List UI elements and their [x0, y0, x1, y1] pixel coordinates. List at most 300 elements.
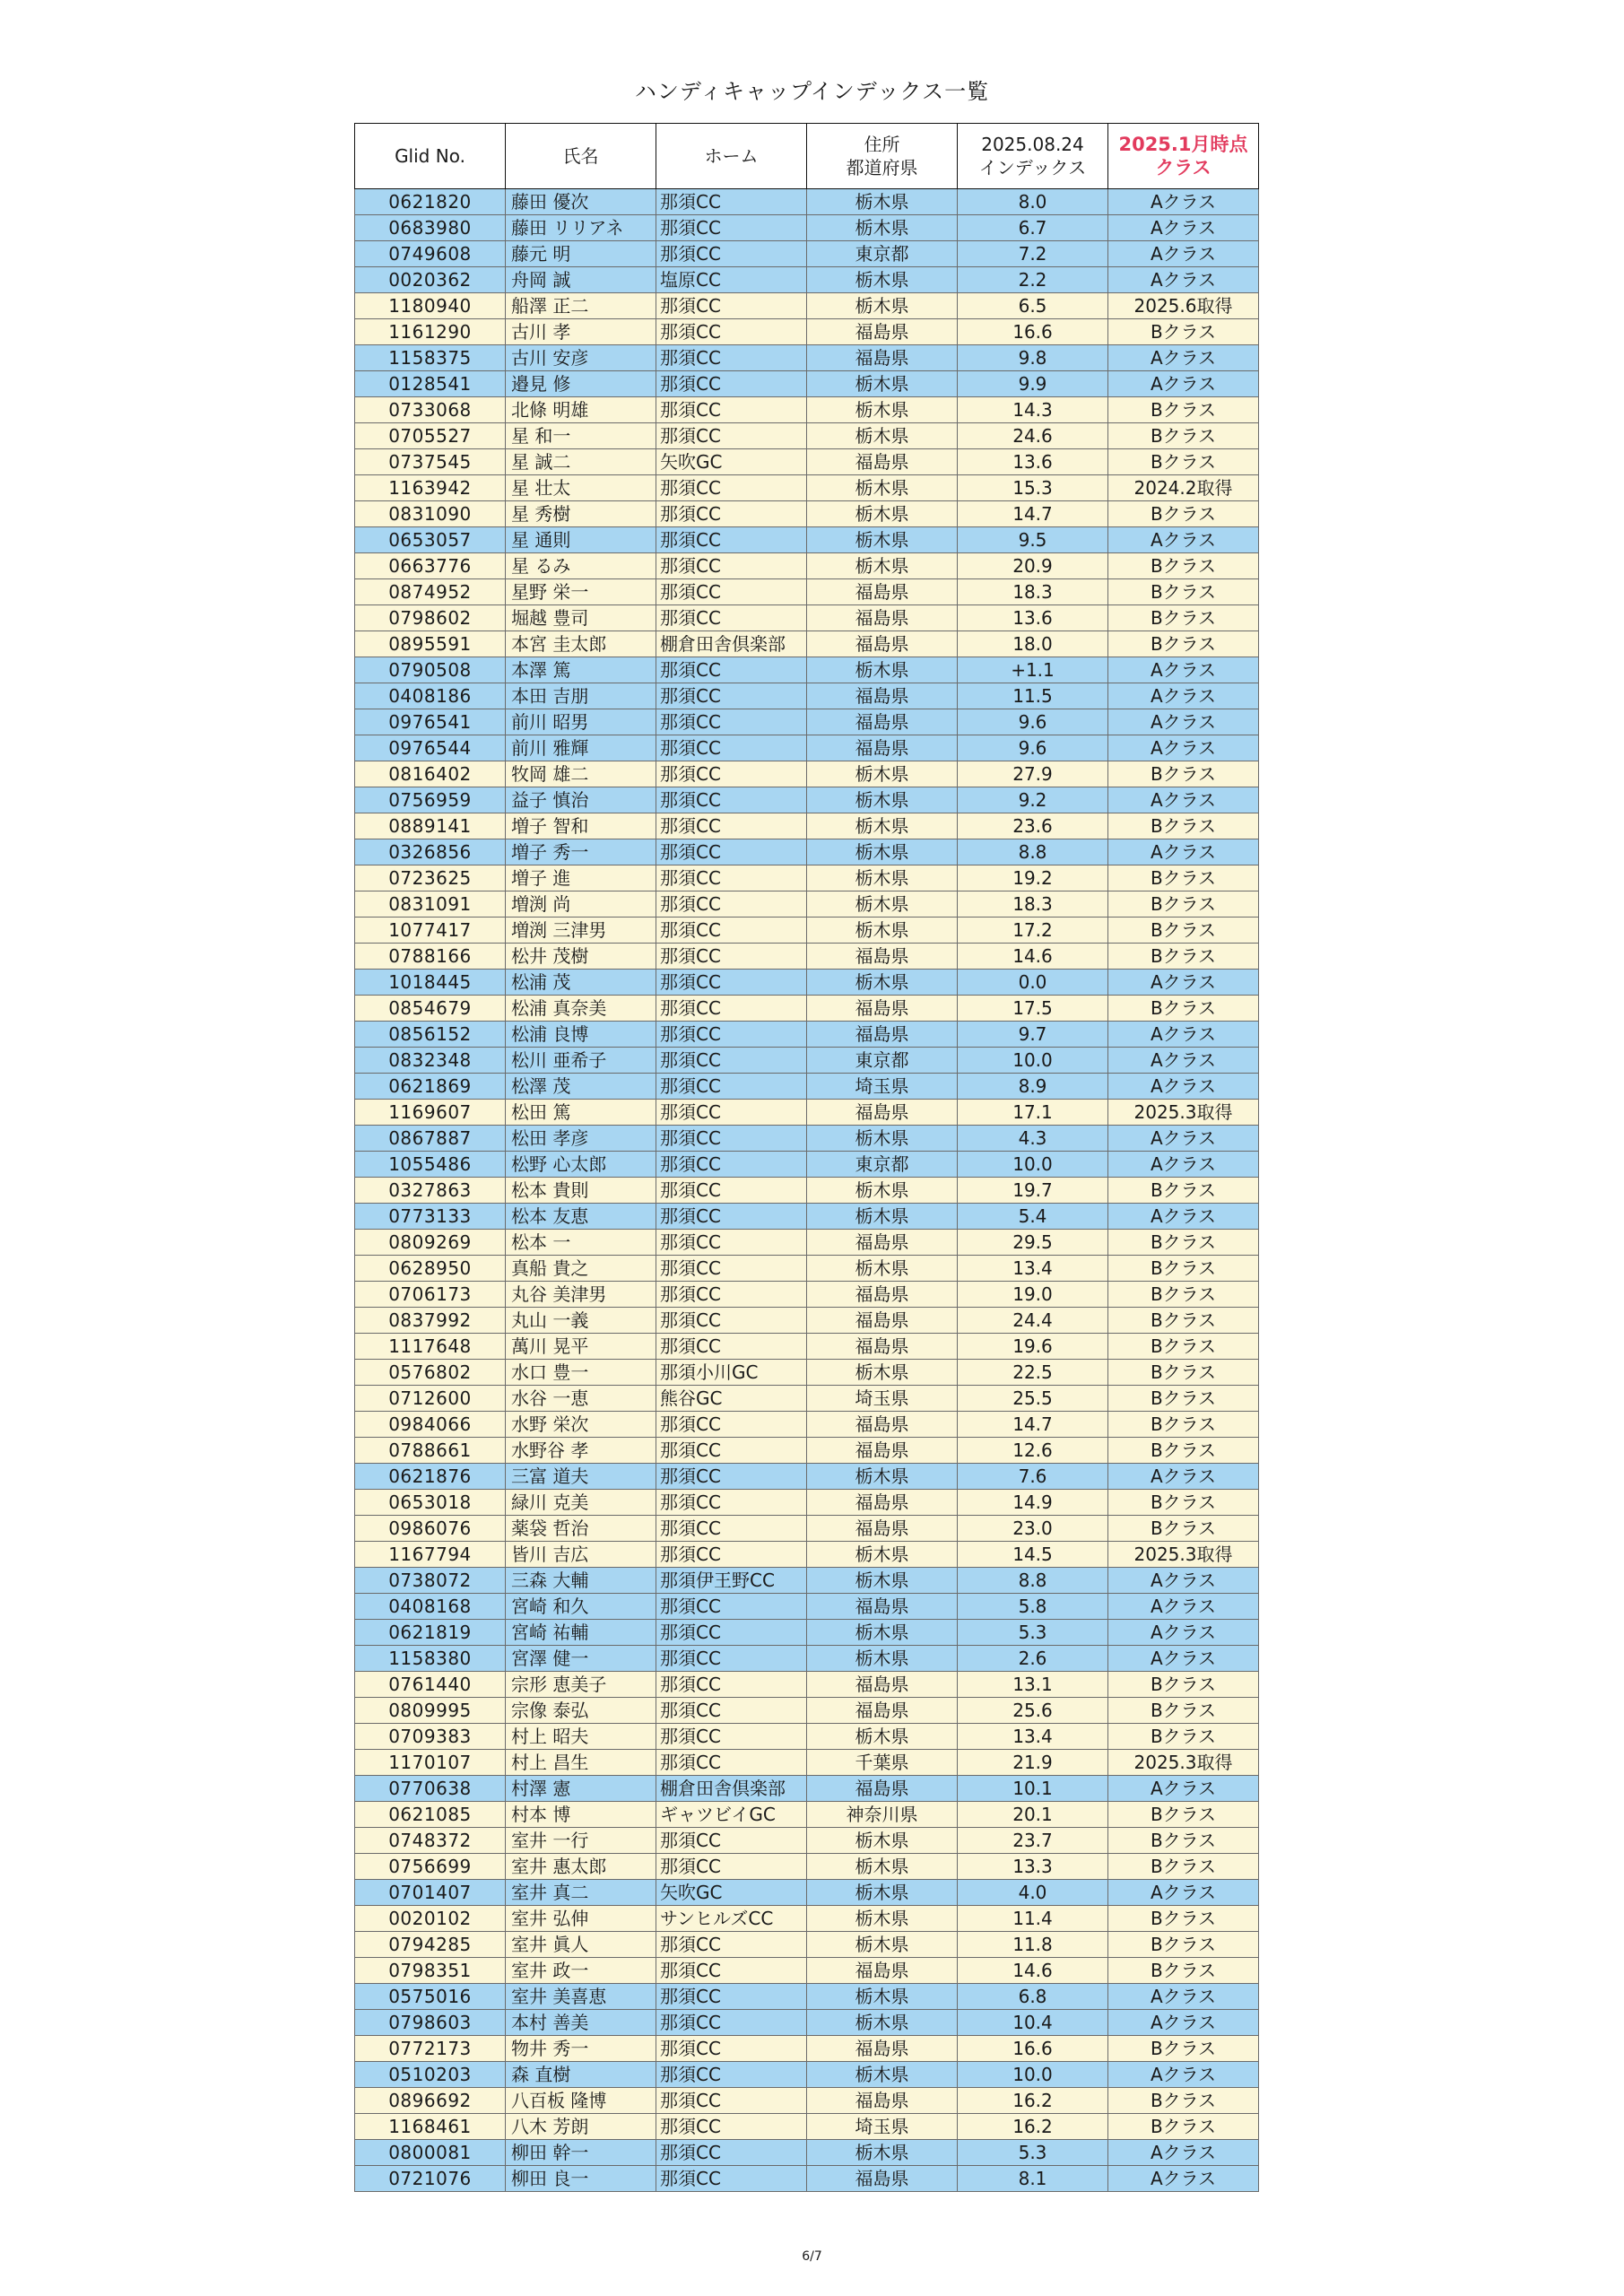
cell-cls: Bクラス	[1108, 1698, 1259, 1724]
table-row	[355, 527, 1259, 553]
table-row	[355, 1802, 1259, 1828]
cell-gid: 0976541	[355, 709, 506, 735]
cell-index: 14.9	[958, 1490, 1108, 1516]
cell-name: 室井 眞人	[506, 1932, 656, 1958]
cell-pref: 栃木県	[807, 527, 958, 553]
cell-cls: Bクラス	[1108, 1932, 1259, 1958]
cell-gid: 0621820	[355, 189, 506, 215]
cell-name: 松本 友恵	[506, 1204, 656, 1230]
cell-pref: 栃木県	[807, 293, 958, 319]
cell-name: 藤元 明	[506, 241, 656, 267]
cell-pref: 栃木県	[807, 1932, 958, 1958]
cell-gid: 0408168	[355, 1594, 506, 1620]
cell-gid: 0326856	[355, 839, 506, 865]
cell-gid: 0020362	[355, 267, 506, 293]
cell-cls: Aクラス	[1108, 527, 1259, 553]
cell-name: 増子 進	[506, 865, 656, 891]
cell-cls: 2025.3取得	[1108, 1100, 1259, 1126]
table-row	[355, 2088, 1259, 2114]
cell-pref: 栃木県	[807, 761, 958, 787]
cell-cls: Bクラス	[1108, 2114, 1259, 2140]
table-row	[355, 996, 1259, 1022]
cell-gid: 0737545	[355, 449, 506, 475]
table-row	[355, 605, 1259, 631]
cell-index: 29.5	[958, 1230, 1108, 1256]
cell-gid: 0709383	[355, 1724, 506, 1750]
cell-home: 矢吹GC	[656, 449, 807, 475]
table-row	[355, 1906, 1259, 1932]
cell-gid: 0683980	[355, 215, 506, 241]
cell-cls: Aクラス	[1108, 1568, 1259, 1594]
cell-cls: Bクラス	[1108, 1282, 1259, 1308]
cell-home: 那須CC	[656, 1308, 807, 1334]
cell-home: 那須CC	[656, 1854, 807, 1880]
cell-home: 那須CC	[656, 423, 807, 449]
cell-gid: 0748372	[355, 1828, 506, 1854]
cell-name: 宮崎 和久	[506, 1594, 656, 1620]
cell-home: 那須CC	[656, 215, 807, 241]
cell-index: 17.2	[958, 918, 1108, 944]
cell-home: 那須CC	[656, 2010, 807, 2036]
cell-home: 那須CC	[656, 709, 807, 735]
cell-gid: 0832348	[355, 1048, 506, 1074]
cell-gid: 0837992	[355, 1308, 506, 1334]
cell-gid: 1180940	[355, 293, 506, 319]
table-row	[355, 501, 1259, 527]
cell-cls: Aクラス	[1108, 683, 1259, 709]
cell-cls: Bクラス	[1108, 1230, 1259, 1256]
table-row	[355, 579, 1259, 605]
cell-gid: 0874952	[355, 579, 506, 605]
cell-name: 松浦 茂	[506, 970, 656, 996]
cell-home: 那須CC	[656, 2062, 807, 2088]
cell-pref: 福島県	[807, 1698, 958, 1724]
cell-cls: Bクラス	[1108, 996, 1259, 1022]
cell-pref: 栃木県	[807, 1906, 958, 1932]
cell-name: 牧岡 雄二	[506, 761, 656, 787]
cell-index: 22.5	[958, 1360, 1108, 1386]
cell-cls: Aクラス	[1108, 1880, 1259, 1906]
cell-cls: Bクラス	[1108, 813, 1259, 839]
cell-index: 5.4	[958, 1204, 1108, 1230]
cell-index: 13.4	[958, 1256, 1108, 1282]
cell-pref: 栃木県	[807, 267, 958, 293]
table-row	[355, 293, 1259, 319]
cell-cls: Bクラス	[1108, 1828, 1259, 1854]
cell-gid: 0889141	[355, 813, 506, 839]
cell-cls: Bクラス	[1108, 449, 1259, 475]
cell-pref: 福島県	[807, 1100, 958, 1126]
cell-name: 松川 亜希子	[506, 1048, 656, 1074]
table-row	[355, 944, 1259, 970]
cell-name: 藤田 リリアネ	[506, 215, 656, 241]
cell-cls: Bクラス	[1108, 501, 1259, 527]
table-row	[355, 839, 1259, 865]
table-row	[355, 1880, 1259, 1906]
table-row	[355, 631, 1259, 657]
cell-gid: 0706173	[355, 1282, 506, 1308]
cell-pref: 栃木県	[807, 1646, 958, 1672]
cell-gid: 0653018	[355, 1490, 506, 1516]
cell-cls: Bクラス	[1108, 1958, 1259, 1984]
table-row	[355, 1334, 1259, 1360]
cell-pref: 栃木県	[807, 1464, 958, 1490]
cell-home: 那須CC	[656, 1698, 807, 1724]
cell-home: 那須CC	[656, 996, 807, 1022]
cell-gid: 0575016	[355, 1984, 506, 2010]
cell-pref: 福島県	[807, 996, 958, 1022]
cell-gid: 1117648	[355, 1334, 506, 1360]
cell-cls: Aクラス	[1108, 1152, 1259, 1178]
table-row	[355, 683, 1259, 709]
cell-index: 20.1	[958, 1802, 1108, 1828]
cell-gid: 0794285	[355, 1932, 506, 1958]
cell-pref: 福島県	[807, 735, 958, 761]
cell-name: 八百板 隆博	[506, 2088, 656, 2114]
cell-name: 星 和一	[506, 423, 656, 449]
cell-name: 星 るみ	[506, 553, 656, 579]
cell-name: 三富 道夫	[506, 1464, 656, 1490]
cell-name: 森 直樹	[506, 2062, 656, 2088]
cell-index: 14.7	[958, 501, 1108, 527]
cell-cls: Aクラス	[1108, 839, 1259, 865]
header-name: 氏名	[506, 124, 656, 189]
cell-index: 7.2	[958, 241, 1108, 267]
cell-pref: 栃木県	[807, 371, 958, 397]
cell-cls: Bクラス	[1108, 1438, 1259, 1464]
cell-pref: 栃木県	[807, 918, 958, 944]
cell-home: 那須CC	[656, 579, 807, 605]
table-body	[355, 189, 1259, 2192]
cell-cls: 2025.3取得	[1108, 1542, 1259, 1568]
cell-home: 那須CC	[656, 605, 807, 631]
cell-home: 那須CC	[656, 1204, 807, 1230]
cell-name: 松井 茂樹	[506, 944, 656, 970]
cell-index: 14.6	[958, 944, 1108, 970]
cell-index: 20.9	[958, 553, 1108, 579]
cell-index: 25.5	[958, 1386, 1108, 1412]
cell-pref: 埼玉県	[807, 2114, 958, 2140]
table-row	[355, 553, 1259, 579]
cell-pref: 福島県	[807, 1672, 958, 1698]
table-row	[355, 1620, 1259, 1646]
cell-gid: 0770638	[355, 1776, 506, 1802]
cell-home: 那須CC	[656, 345, 807, 371]
cell-pref: 福島県	[807, 1516, 958, 1542]
cell-index: 6.8	[958, 1984, 1108, 2010]
cell-name: 北條 明雄	[506, 397, 656, 423]
cell-name: 村澤 憲	[506, 1776, 656, 1802]
table-row	[355, 970, 1259, 996]
cell-pref: 栃木県	[807, 1542, 958, 1568]
table-row	[355, 1412, 1259, 1438]
cell-index: 24.6	[958, 423, 1108, 449]
table-row	[355, 1932, 1259, 1958]
cell-pref: 福島県	[807, 319, 958, 345]
cell-cls: Aクラス	[1108, 1776, 1259, 1802]
cell-name: 宮崎 祐輔	[506, 1620, 656, 1646]
cell-home: 那須CC	[656, 1958, 807, 1984]
table-row	[355, 2140, 1259, 2166]
table-row	[355, 1204, 1259, 1230]
table-row	[355, 267, 1259, 293]
cell-home: 那須CC	[656, 397, 807, 423]
cell-name: 三森 大輔	[506, 1568, 656, 1594]
cell-home: 那須CC	[656, 1178, 807, 1204]
cell-home: 那須小川GC	[656, 1360, 807, 1386]
cell-cls: 2024.2取得	[1108, 475, 1259, 501]
table-row	[355, 1568, 1259, 1594]
cell-pref: 栃木県	[807, 1854, 958, 1880]
cell-home: 那須CC	[656, 918, 807, 944]
cell-home: 那須CC	[656, 839, 807, 865]
cell-home: 那須CC	[656, 527, 807, 553]
cell-home: 那須CC	[656, 683, 807, 709]
cell-gid: 0790508	[355, 657, 506, 683]
cell-cls: Bクラス	[1108, 1490, 1259, 1516]
cell-cls: Aクラス	[1108, 1048, 1259, 1074]
cell-name: 本田 吉朋	[506, 683, 656, 709]
cell-cls: Bクラス	[1108, 891, 1259, 918]
cell-name: 本村 善美	[506, 2010, 656, 2036]
cell-cls: Bクラス	[1108, 397, 1259, 423]
cell-home: 那須CC	[656, 1100, 807, 1126]
cell-gid: 0756959	[355, 787, 506, 813]
cell-gid: 1077417	[355, 918, 506, 944]
cell-home: 那須CC	[656, 1152, 807, 1178]
cell-pref: 福島県	[807, 345, 958, 371]
cell-gid: 1170107	[355, 1750, 506, 1776]
cell-pref: 栃木県	[807, 2140, 958, 2166]
cell-gid: 0621876	[355, 1464, 506, 1490]
table-row	[355, 1672, 1259, 1698]
cell-home: 那須CC	[656, 1724, 807, 1750]
cell-name: 松本 貴則	[506, 1178, 656, 1204]
cell-pref: 栃木県	[807, 813, 958, 839]
cell-pref: 栃木県	[807, 2062, 958, 2088]
cell-gid: 0976544	[355, 735, 506, 761]
header-home: ホーム	[656, 124, 807, 189]
cell-home: 熊谷GC	[656, 1386, 807, 1412]
page-number: 6/7	[802, 2249, 822, 2264]
cell-home: 棚倉田舎倶楽部	[656, 1776, 807, 1802]
table-row	[355, 1516, 1259, 1542]
cell-name: 堀越 豊司	[506, 605, 656, 631]
cell-index: 8.1	[958, 2166, 1108, 2192]
cell-home: 那須CC	[656, 891, 807, 918]
cell-cls: Bクラス	[1108, 553, 1259, 579]
table-row	[355, 1100, 1259, 1126]
cell-gid: 1018445	[355, 970, 506, 996]
cell-pref: 東京都	[807, 1048, 958, 1074]
cell-gid: 1161290	[355, 319, 506, 345]
cell-name: 物井 秀一	[506, 2036, 656, 2062]
cell-name: 松田 孝彦	[506, 1126, 656, 1152]
table-row	[355, 1074, 1259, 1100]
cell-home: 那須CC	[656, 1516, 807, 1542]
cell-index: 18.0	[958, 631, 1108, 657]
cell-index: 9.9	[958, 371, 1108, 397]
cell-gid: 0576802	[355, 1360, 506, 1386]
table-row	[355, 1178, 1259, 1204]
table-row	[355, 891, 1259, 918]
cell-home: 那須CC	[656, 1256, 807, 1282]
cell-cls: Aクラス	[1108, 1204, 1259, 1230]
cell-cls: Bクラス	[1108, 2088, 1259, 2114]
cell-gid: 0896692	[355, 2088, 506, 2114]
cell-index: 9.7	[958, 1022, 1108, 1048]
cell-cls: Aクラス	[1108, 1620, 1259, 1646]
cell-name: 水野 栄次	[506, 1412, 656, 1438]
table-row	[355, 1958, 1259, 1984]
table-row	[355, 2114, 1259, 2140]
table-row	[355, 1464, 1259, 1490]
cell-cls: Aクラス	[1108, 657, 1259, 683]
cell-pref: 埼玉県	[807, 1386, 958, 1412]
cell-name: 本澤 篤	[506, 657, 656, 683]
cell-home: 那須CC	[656, 1932, 807, 1958]
cell-name: 緑川 克美	[506, 1490, 656, 1516]
cell-pref: 福島県	[807, 1412, 958, 1438]
cell-gid: 0510203	[355, 2062, 506, 2088]
table-row	[355, 475, 1259, 501]
cell-gid: 0856152	[355, 1022, 506, 1048]
cell-pref: 栃木県	[807, 475, 958, 501]
table-row	[355, 371, 1259, 397]
cell-name: 真船 貴之	[506, 1256, 656, 1282]
cell-gid: 0653057	[355, 527, 506, 553]
cell-name: 古川 安彦	[506, 345, 656, 371]
cell-gid: 0798603	[355, 2010, 506, 2036]
cell-gid: 0986076	[355, 1516, 506, 1542]
cell-name: 宗像 泰弘	[506, 1698, 656, 1724]
cell-index: 8.8	[958, 839, 1108, 865]
cell-index: 6.5	[958, 293, 1108, 319]
header-gid: Glid No.	[355, 124, 506, 189]
cell-home: 那須CC	[656, 1412, 807, 1438]
cell-pref: 福島県	[807, 683, 958, 709]
cell-pref: 栃木県	[807, 1204, 958, 1230]
cell-home: 那須CC	[656, 813, 807, 839]
cell-name: 船澤 正二	[506, 293, 656, 319]
cell-home: 那須CC	[656, 2036, 807, 2062]
cell-cls: Bクラス	[1108, 423, 1259, 449]
cell-index: 25.6	[958, 1698, 1108, 1724]
cell-pref: 福島県	[807, 709, 958, 735]
cell-pref: 福島県	[807, 2166, 958, 2192]
table-row	[355, 423, 1259, 449]
cell-cls: Bクラス	[1108, 2036, 1259, 2062]
cell-pref: 栃木県	[807, 553, 958, 579]
cell-index: 23.0	[958, 1516, 1108, 1542]
cell-name: 宗形 恵美子	[506, 1672, 656, 1698]
cell-index: 0.0	[958, 970, 1108, 996]
cell-home: 塩原CC	[656, 267, 807, 293]
cell-gid: 1167794	[355, 1542, 506, 1568]
cell-gid: 0788661	[355, 1438, 506, 1464]
cell-gid: 0621869	[355, 1074, 506, 1100]
table-row	[355, 1022, 1259, 1048]
cell-pref: 福島県	[807, 2036, 958, 2062]
cell-name: 松浦 真奈美	[506, 996, 656, 1022]
handicap-table	[354, 123, 1259, 2192]
cell-home: 那須CC	[656, 2114, 807, 2140]
cell-pref: 栃木県	[807, 1256, 958, 1282]
cell-gid: 0895591	[355, 631, 506, 657]
cell-pref: 福島県	[807, 449, 958, 475]
cell-pref: 福島県	[807, 1594, 958, 1620]
cell-index: 5.8	[958, 1594, 1108, 1620]
cell-home: 那須CC	[656, 1334, 807, 1360]
cell-home: 那須CC	[656, 293, 807, 319]
cell-index: 19.6	[958, 1334, 1108, 1360]
cell-name: 水谷 一恵	[506, 1386, 656, 1412]
cell-index: 14.5	[958, 1542, 1108, 1568]
cell-index: 23.6	[958, 813, 1108, 839]
cell-index: 13.1	[958, 1672, 1108, 1698]
cell-pref: 栃木県	[807, 839, 958, 865]
cell-gid: 0831091	[355, 891, 506, 918]
cell-index: 19.7	[958, 1178, 1108, 1204]
table-row	[355, 1594, 1259, 1620]
cell-name: 松浦 良博	[506, 1022, 656, 1048]
cell-index: +1.1	[958, 657, 1108, 683]
cell-gid: 0761440	[355, 1672, 506, 1698]
cell-home: 那須CC	[656, 1464, 807, 1490]
cell-pref: 福島県	[807, 1958, 958, 1984]
cell-cls: Bクラス	[1108, 761, 1259, 787]
cell-pref: 東京都	[807, 241, 958, 267]
cell-cls: Aクラス	[1108, 1984, 1259, 2010]
cell-name: 室井 一行	[506, 1828, 656, 1854]
table-row	[355, 657, 1259, 683]
cell-cls: Aクラス	[1108, 1074, 1259, 1100]
cell-home: 那須CC	[656, 787, 807, 813]
cell-index: 2.2	[958, 267, 1108, 293]
cell-pref: 福島県	[807, 631, 958, 657]
cell-cls: Aクラス	[1108, 709, 1259, 735]
cell-home: 那須CC	[656, 1750, 807, 1776]
cell-cls: Bクラス	[1108, 579, 1259, 605]
cell-cls: Bクラス	[1108, 1516, 1259, 1542]
cell-index: 10.0	[958, 2062, 1108, 2088]
cell-pref: 栃木県	[807, 397, 958, 423]
cell-name: 室井 真二	[506, 1880, 656, 1906]
cell-cls: Bクラス	[1108, 319, 1259, 345]
table-row	[355, 1126, 1259, 1152]
handicap-table-container	[354, 123, 1258, 2192]
cell-gid: 0705527	[355, 423, 506, 449]
cell-gid: 0628950	[355, 1256, 506, 1282]
cell-index: 13.4	[958, 1724, 1108, 1750]
cell-gid: 0128541	[355, 371, 506, 397]
cell-index: 9.6	[958, 709, 1108, 735]
cell-index: 5.3	[958, 2140, 1108, 2166]
cell-pref: 福島県	[807, 1282, 958, 1308]
table-row	[355, 918, 1259, 944]
cell-pref: 栃木県	[807, 1126, 958, 1152]
cell-name: 増渕 三津男	[506, 918, 656, 944]
cell-index: 10.0	[958, 1152, 1108, 1178]
cell-index: 5.3	[958, 1620, 1108, 1646]
cell-cls: Aクラス	[1108, 1646, 1259, 1672]
table-header-row	[355, 124, 1259, 189]
cell-pref: 栃木県	[807, 215, 958, 241]
cell-cls: Aクラス	[1108, 2140, 1259, 2166]
cell-name: 室井 政一	[506, 1958, 656, 1984]
cell-home: 那須CC	[656, 2088, 807, 2114]
cell-index: 18.3	[958, 891, 1108, 918]
